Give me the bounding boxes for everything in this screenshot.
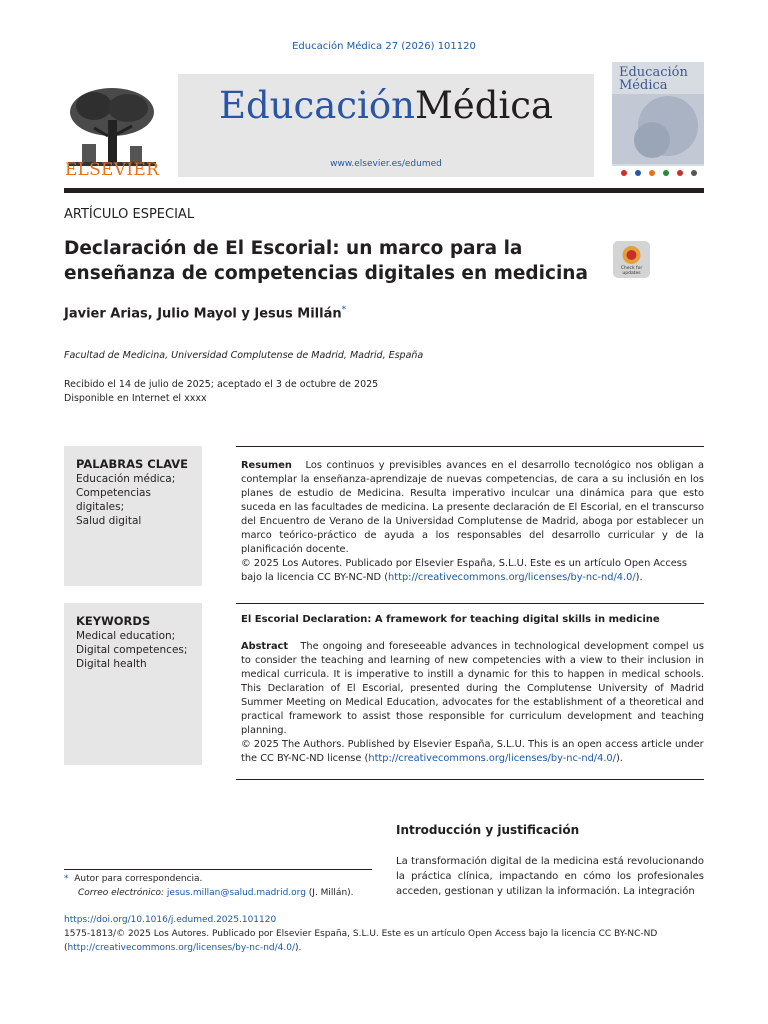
abstract-en-license-link[interactable]: http://creativecommons.org/licenses/by-nc-nd/4.0/: [368, 753, 616, 764]
keywords-box-en: [64, 603, 202, 765]
abstract-es-license-link[interactable]: http://creativecommons.org/licenses/by-nc-nd/4.0/: [388, 572, 636, 583]
footer-license-text: 1575-1813/© 2025 Los Autores. Publicado por Elsevier España, S.L.U. Este es un artículo Open Access bajo la licencia CC BY-NC-ND (: [64, 929, 658, 953]
journal-cover-image[interactable]: [612, 62, 704, 180]
dates: [64, 378, 378, 406]
keyword-item: Digital health: [76, 658, 147, 670]
abstract-bottom-rule: [236, 779, 704, 780]
keywords-box-es: [64, 446, 202, 586]
footnote: [64, 872, 354, 900]
keyword-item: Educación médica;: [76, 473, 176, 485]
abstract-en-top-rule: [236, 603, 704, 604]
footer-license-link[interactable]: http://creativecommons.org/licenses/by-nc-nd/4.0/: [67, 943, 295, 953]
footer-license-suffix: ).: [295, 943, 302, 953]
affiliation: Facultad de Medicina, Universidad Complutense de Madrid, Madrid, España: [64, 350, 424, 361]
footer-license: [64, 927, 704, 955]
abstract-en-license-text: © 2025 The Authors. Published by Elsevier España, S.L.U. This is an open access article under the CC BY-NC-ND license (: [241, 739, 704, 764]
abstract-es-text: Los continuos y previsibles avances en el desarrollo tecnológico nos obligan a contemplar la enseñanza-aprendizaje de nuevas competencias, de cara a su inclusión en los planes de estudio de Medicina. Resulta imperativo inculcar una dinámica para que esto suceda en las facultades de medicina. La presente declaración de El Escorial, en el transcurso del Encuentro de Verano de la Universidad Complutense de Madrid, aboga por establecer un marco teórico-práctico de ayuda a los responsables del desarrollo curricular y de la planificación docente.: [241, 460, 705, 555]
abstract-es: [241, 459, 704, 585]
abstract-en-text: The ongoing and foreseeable advances in technological development compel us to consider the teaching and learning of new competencies with a view to their inclusion in medical curricula. It is imperative to instill a dynamic for this to happen in medical schools. This Declaration of El Escorial, presented during the Complutense University of Madrid Summer Meeting on Medical Education, advocates for the establishment of a theoretical and practical framework to assist those responsible for curriculum development and teaching planning.: [241, 641, 704, 736]
journal-url-link[interactable]: www.elsevier.es/edumed: [330, 159, 442, 169]
keyword-item: digitales;: [76, 501, 125, 513]
keywords-list-es: [76, 472, 175, 528]
journal-title-part2: Médica: [414, 84, 554, 127]
english-title: El Escorial Declaration: A framework for teaching digital skills in medicine: [241, 614, 660, 625]
footnote-email-line: [64, 886, 354, 900]
journal-reference[interactable]: Educación Médica 27 (2026) 101120: [292, 41, 476, 52]
intro-text: La transformación digital de la medicina está revolucionando la práctica clínica, impactando en cómo los profesionales acceden, gestionan y utilizan la información. La integración: [396, 856, 704, 897]
cover-title: [619, 66, 688, 92]
available-online-date: Disponible en Internet el xxxx: [64, 393, 207, 404]
elsevier-wordmark: ELSEVIER: [64, 160, 160, 180]
authors-names: Javier Arias, Julio Mayol y Jesus Millán: [64, 306, 342, 322]
article-type: ARTÍCULO ESPECIAL: [64, 207, 195, 222]
abstract-en: [241, 640, 704, 766]
check-updates-label: Check for updates: [620, 266, 643, 276]
journal-banner: [178, 74, 594, 177]
cover-title-line1: Educación: [619, 65, 688, 80]
abstract-en-license: [241, 738, 704, 766]
footnote-divider: [64, 869, 372, 870]
abstract-es-license-suffix: ).: [635, 572, 643, 583]
abstract-es-license: [241, 557, 704, 585]
footnote-email-label: Correo electrónico:: [78, 888, 165, 898]
page-footer: [64, 913, 704, 955]
article-title: Declaración de El Escorial: un marco para la enseñanza de competencias digitales en medicina: [64, 238, 588, 284]
footnote-corresponding: [64, 872, 354, 886]
footnote-mark: *: [64, 874, 69, 884]
keywords-list-en: [76, 629, 187, 671]
keyword-item: Competencias: [76, 487, 151, 499]
doi-link[interactable]: https://doi.org/10.1016/j.edumed.2025.101120: [64, 915, 277, 925]
keywords-heading-en: KEYWORDS: [76, 614, 151, 628]
journal-title: [178, 84, 594, 127]
corresponding-author-mark[interactable]: *: [341, 305, 347, 315]
abstract-es-top-rule: [236, 446, 704, 447]
keywords-heading-es: PALABRAS CLAVE: [76, 457, 188, 471]
check-for-updates-button[interactable]: [613, 241, 650, 278]
author-email-link[interactable]: jesus.millan@salud.madrid.org: [166, 888, 306, 898]
abstract-es-license-text: © 2025 Los Autores. Publicado por Elsevier España, S.L.U. Este es un artículo Open Access bajo la licencia CC BY-NC-ND (: [241, 558, 687, 583]
keyword-item: Medical education;: [76, 630, 176, 642]
keyword-item: Salud digital: [76, 515, 142, 527]
cover-title-line2: Médica: [619, 78, 668, 93]
header-divider: [64, 188, 704, 193]
keyword-item: Digital competences;: [76, 644, 188, 656]
abstract-es-label: Resumen: [241, 460, 292, 471]
abstract-en-label: Abstract: [241, 641, 289, 652]
received-accepted-dates: Recibido el 14 de julio de 2025; aceptado el 3 de octubre de 2025: [64, 379, 379, 390]
footnote-corresponding-text: Autor para correspondencia.: [74, 874, 203, 884]
abstract-en-license-suffix: ).: [615, 753, 623, 764]
intro-heading: Introducción y justificación: [396, 823, 580, 837]
journal-title-part1: Educación: [218, 84, 415, 127]
footnote-email-name: (J. Millán).: [308, 888, 354, 898]
author-list: [64, 305, 346, 321]
